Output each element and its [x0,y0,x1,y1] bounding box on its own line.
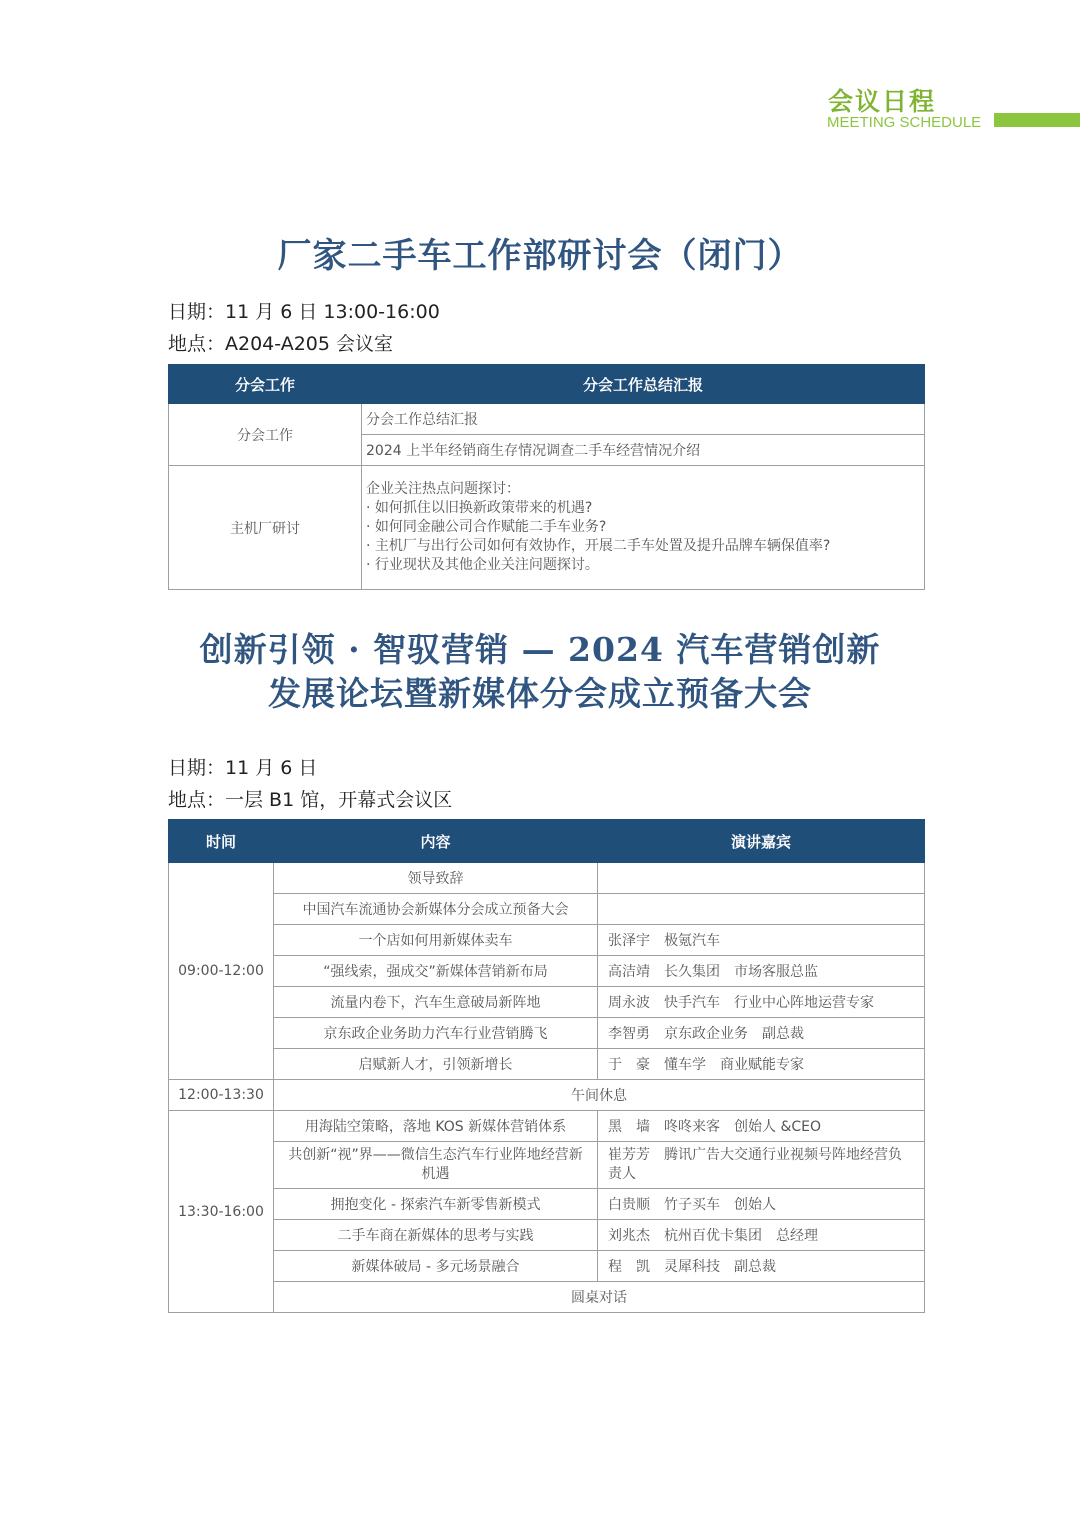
speaker-cell: 白贵顺 竹子买车 创始人 [598,1189,925,1220]
content-cell: 领导致辞 [274,863,598,894]
discussion-topics [362,466,925,590]
topic-line: · 主机厂与出行公司如何有效协作，开展二手车处置及提升品牌车辆保值率? [366,538,831,554]
col-header-content: 内容 [274,820,598,863]
table-row [169,925,925,956]
header-title-en: MEETING SCHEDULE [827,114,982,131]
topic-line: · 如何同金融公司合作赋能二手车业务? [366,519,607,535]
content-cell: 一个店如何用新媒体卖车 [274,925,598,956]
table-row [169,1142,925,1189]
content-cell: 京东政企业务助力汽车行业营销腾飞 [274,1018,598,1049]
speaker-cell [598,863,925,894]
table-row [169,987,925,1018]
content-cell: 二手车商在新媒体的思考与实践 [274,1220,598,1251]
session1-title: 厂家二手车工作部研讨会（闭门） [277,236,803,276]
table-row [169,1111,925,1142]
table-row [169,1049,925,1080]
table-row [169,1018,925,1049]
session2-title [0,628,1080,716]
session1-venue: 地点：A204-A205 会议室 [168,333,394,355]
table-header-row [169,820,925,863]
table-row [169,466,925,590]
table-row [169,863,925,894]
session1-date: 日期：11 月 6 日 13:00-16:00 [168,301,440,323]
table-header-row [169,365,925,404]
session2-title-line2: 发展论坛暨新媒体分会成立预备大会 [268,674,812,713]
col-header-time: 时间 [169,820,274,863]
speaker-cell: 李智勇 京东政企业务 副总裁 [598,1018,925,1049]
speaker-cell: 于 豪 懂车学 商业赋能专家 [598,1049,925,1080]
session2-title-line1: 创新引领 · 智驭营销 — 2024 汽车营销创新 [199,630,881,669]
speaker-cell: 刘兆杰 杭州百优卡集团 总经理 [598,1220,925,1251]
content-cell: 用海陆空策略，落地 KOS 新媒体营销体系 [274,1111,598,1142]
time-cell: 12:00-13:30 [169,1080,274,1111]
speaker-cell [598,894,925,925]
time-cell: 13:30-16:00 [169,1111,274,1313]
session2-venue: 地点：一层 B1 馆，开幕式会议区 [168,789,453,811]
col-header-speaker: 演讲嘉宾 [598,820,925,863]
table-row [169,894,925,925]
content-cell: 共创新“视”界——微信生态汽车行业阵地经营新机遇 [274,1142,598,1189]
col-header-work: 分会工作 [169,365,362,404]
topic-line: 企业关注热点问题探讨： [366,481,520,497]
table-row [169,1251,925,1282]
speaker-cell: 张泽宇 极氪汽车 [598,925,925,956]
session1-table [168,364,925,590]
group-label: 分会工作 [169,404,362,466]
speaker-cell: 高洁靖 长久集团 市场客服总监 [598,956,925,987]
group-label: 主机厂研讨 [169,466,362,590]
speaker-cell: 黑 墙 咚咚来客 创始人 &CEO [598,1111,925,1142]
content-cell: 启赋新人才，引领新增长 [274,1049,598,1080]
session2-table [168,819,925,1313]
content-cell: 拥抱变化 - 探索汽车新零售新模式 [274,1189,598,1220]
speaker-cell: 程 凯 灵犀科技 副总裁 [598,1251,925,1282]
header-title-cn: 会议日程 [828,87,937,116]
topic-line: · 如何抓住以旧换新政策带来的机遇? [366,500,593,516]
table-row [169,1080,925,1111]
speaker-cell: 周永波 快手汽车 行业中心阵地运营专家 [598,987,925,1018]
table-row [169,956,925,987]
time-cell: 09:00-12:00 [169,863,274,1080]
table-row [169,1282,925,1313]
content-cell: 新媒体破局 - 多元场景融合 [274,1251,598,1282]
topic-line: · 行业现状及其他企业关注问题探讨。 [366,557,599,573]
content-cell: “强线索，强成交”新媒体营销新布局 [274,956,598,987]
roundtable-cell: 圆桌对话 [274,1282,925,1313]
table-row [169,1189,925,1220]
content-cell: 流量内卷下，汽车生意破局新阵地 [274,987,598,1018]
speaker-cell: 崔芳芳 腾讯广告大交通行业视频号阵地经营负责人 [598,1142,925,1189]
table-cell: 分会工作总结汇报 [362,404,925,435]
header-accent-bar [994,113,1080,127]
table-row [169,1220,925,1251]
session2-date: 日期：11 月 6 日 [168,757,318,779]
table-row [169,404,925,435]
meeting-schedule-header [800,80,1080,140]
table-cell: 2024 上半年经销商生存情况调查二手车经营情况介绍 [362,435,925,466]
lunch-break-cell: 午间休息 [274,1080,925,1111]
col-header-report: 分会工作总结汇报 [362,365,925,404]
content-cell: 中国汽车流通协会新媒体分会成立预备大会 [274,894,598,925]
